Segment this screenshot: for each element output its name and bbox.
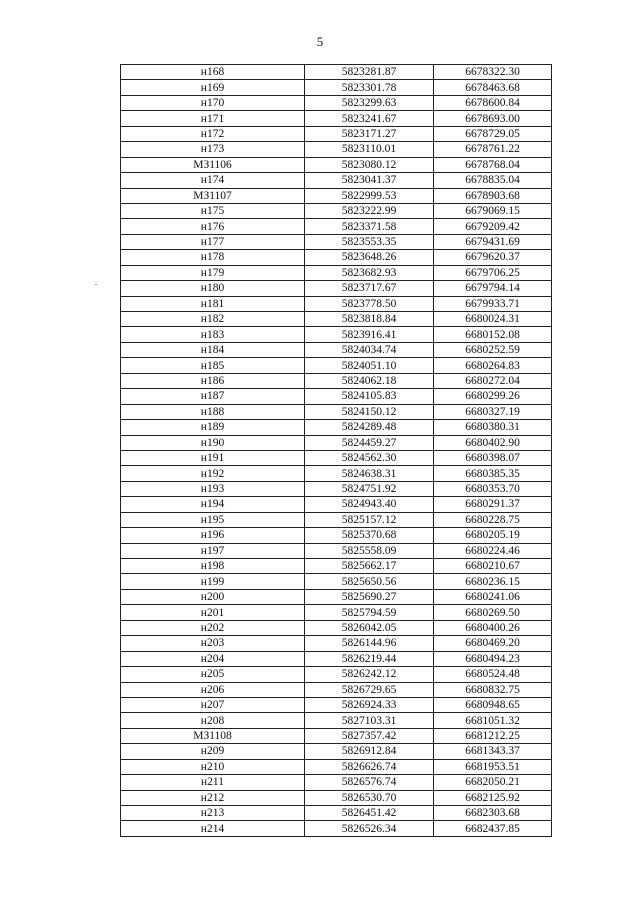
y-coordinate-cell: 6680398.07 [434, 450, 552, 465]
y-coordinate-cell: 6680402.90 [434, 435, 552, 450]
scan-speck [95, 284, 97, 285]
point-id-cell: н181 [121, 296, 305, 311]
point-id-cell: н179 [121, 265, 305, 280]
table-row [121, 126, 552, 141]
x-coordinate-cell: 5823110.01 [305, 142, 434, 157]
point-id-cell: н178 [121, 250, 305, 265]
table-row [121, 312, 552, 327]
y-coordinate-cell: 6681051.32 [434, 713, 552, 728]
table-row [121, 389, 552, 404]
coordinates-table [120, 64, 552, 837]
point-id-cell: н184 [121, 342, 305, 357]
y-coordinate-cell: 6679069.15 [434, 203, 552, 218]
x-coordinate-cell: 5826242.12 [305, 667, 434, 682]
x-coordinate-cell: 5825662.17 [305, 559, 434, 574]
point-id-cell: н193 [121, 481, 305, 496]
table-row [121, 790, 552, 805]
point-id-cell: н168 [121, 65, 305, 80]
table-row [121, 759, 552, 774]
y-coordinate-cell: 6680353.70 [434, 481, 552, 496]
y-coordinate-cell: 6682050.21 [434, 775, 552, 790]
y-coordinate-cell: 6682437.85 [434, 821, 552, 836]
x-coordinate-cell: 5824459.27 [305, 435, 434, 450]
y-coordinate-cell: 6680832.75 [434, 682, 552, 697]
point-id-cell: н214 [121, 821, 305, 836]
y-coordinate-cell: 6680524.48 [434, 667, 552, 682]
x-coordinate-cell: 5823818.84 [305, 312, 434, 327]
table-row [121, 574, 552, 589]
table-row [121, 450, 552, 465]
y-coordinate-cell: 6680385.35 [434, 466, 552, 481]
point-id-cell: н207 [121, 697, 305, 712]
x-coordinate-cell: 5826576.74 [305, 775, 434, 790]
point-id-cell: МЗ1107 [121, 188, 305, 203]
y-coordinate-cell: 6679933.71 [434, 296, 552, 311]
table-row [121, 559, 552, 574]
x-coordinate-cell: 5826144.96 [305, 636, 434, 651]
y-coordinate-cell: 6680299.26 [434, 389, 552, 404]
point-id-cell: н175 [121, 203, 305, 218]
y-coordinate-cell: 6680264.83 [434, 358, 552, 373]
x-coordinate-cell: 5823717.67 [305, 281, 434, 296]
point-id-cell: н188 [121, 404, 305, 419]
table-row [121, 481, 552, 496]
y-coordinate-cell: 6681343.37 [434, 744, 552, 759]
point-id-cell: н172 [121, 126, 305, 141]
x-coordinate-cell: 5823041.37 [305, 173, 434, 188]
table-row [121, 713, 552, 728]
y-coordinate-cell: 6682303.68 [434, 806, 552, 821]
x-coordinate-cell: 5826912.84 [305, 744, 434, 759]
point-id-cell: н201 [121, 605, 305, 620]
table-row [121, 667, 552, 682]
x-coordinate-cell: 5824751.92 [305, 481, 434, 496]
x-coordinate-cell: 5825157.12 [305, 512, 434, 527]
table-row [121, 111, 552, 126]
point-id-cell: н176 [121, 219, 305, 234]
y-coordinate-cell: 6678761.22 [434, 142, 552, 157]
y-coordinate-cell: 6680205.19 [434, 528, 552, 543]
y-coordinate-cell: 6678322.30 [434, 65, 552, 80]
x-coordinate-cell: 5824289.48 [305, 420, 434, 435]
x-coordinate-cell: 5825650.56 [305, 574, 434, 589]
x-coordinate-cell: 5824062.18 [305, 373, 434, 388]
y-coordinate-cell: 6680272.04 [434, 373, 552, 388]
y-coordinate-cell: 6680228.75 [434, 512, 552, 527]
x-coordinate-cell: 5823281.87 [305, 65, 434, 80]
point-id-cell: н202 [121, 620, 305, 635]
y-coordinate-cell: 6678693.00 [434, 111, 552, 126]
x-coordinate-cell: 5823299.63 [305, 95, 434, 110]
x-coordinate-cell: 5824051.10 [305, 358, 434, 373]
x-coordinate-cell: 5824638.31 [305, 466, 434, 481]
y-coordinate-cell: 6679706.25 [434, 265, 552, 280]
x-coordinate-cell: 5823916.41 [305, 327, 434, 342]
x-coordinate-cell: 5827357.42 [305, 728, 434, 743]
x-coordinate-cell: 5823778.50 [305, 296, 434, 311]
x-coordinate-cell: 5824150.12 [305, 404, 434, 419]
x-coordinate-cell: 5826042.05 [305, 620, 434, 635]
x-coordinate-cell: 5823080.12 [305, 157, 434, 172]
point-id-cell: н170 [121, 95, 305, 110]
page-number: 5 [316, 34, 324, 49]
y-coordinate-cell: 6679431.69 [434, 234, 552, 249]
table-row [121, 188, 552, 203]
table-row [121, 806, 552, 821]
x-coordinate-cell: 5826219.44 [305, 651, 434, 666]
x-coordinate-cell: 5826526.34 [305, 821, 434, 836]
point-id-cell: н186 [121, 373, 305, 388]
y-coordinate-cell: 6678835.04 [434, 173, 552, 188]
y-coordinate-cell: 6680152.08 [434, 327, 552, 342]
y-coordinate-cell: 6678903.68 [434, 188, 552, 203]
table-row [121, 250, 552, 265]
table-row [121, 95, 552, 110]
table-row [121, 636, 552, 651]
point-id-cell: н173 [121, 142, 305, 157]
point-id-cell: н187 [121, 389, 305, 404]
y-coordinate-cell: 6680291.37 [434, 497, 552, 512]
x-coordinate-cell: 5825794.59 [305, 605, 434, 620]
x-coordinate-cell: 5823371.58 [305, 219, 434, 234]
point-id-cell: н195 [121, 512, 305, 527]
table-row [121, 358, 552, 373]
point-id-cell: н206 [121, 682, 305, 697]
x-coordinate-cell: 5823301.78 [305, 80, 434, 95]
table-row [121, 682, 552, 697]
point-id-cell: н213 [121, 806, 305, 821]
table-row [121, 728, 552, 743]
x-coordinate-cell: 5824105.83 [305, 389, 434, 404]
table-row [121, 589, 552, 604]
table-row [121, 173, 552, 188]
point-id-cell: н183 [121, 327, 305, 342]
point-id-cell: н182 [121, 312, 305, 327]
point-id-cell: н191 [121, 450, 305, 465]
table-row [121, 219, 552, 234]
y-coordinate-cell: 6679794.14 [434, 281, 552, 296]
x-coordinate-cell: 5823241.67 [305, 111, 434, 126]
x-coordinate-cell: 5826924.33 [305, 697, 434, 712]
point-id-cell: н199 [121, 574, 305, 589]
y-coordinate-cell: 6680494.23 [434, 651, 552, 666]
table-row [121, 620, 552, 635]
point-id-cell: МЗ1108 [121, 728, 305, 743]
table-row [121, 497, 552, 512]
y-coordinate-cell: 6680380.31 [434, 420, 552, 435]
y-coordinate-cell: 6680024.31 [434, 312, 552, 327]
table-row [121, 744, 552, 759]
point-id-cell: МЗ1106 [121, 157, 305, 172]
y-coordinate-cell: 6680224.46 [434, 543, 552, 558]
y-coordinate-cell: 6678463.68 [434, 80, 552, 95]
table-row [121, 80, 552, 95]
x-coordinate-cell: 5826451.42 [305, 806, 434, 821]
y-coordinate-cell: 6680236.15 [434, 574, 552, 589]
x-coordinate-cell: 5823171.27 [305, 126, 434, 141]
table-row [121, 373, 552, 388]
y-coordinate-cell: 6681953.51 [434, 759, 552, 774]
table-row [121, 281, 552, 296]
point-id-cell: н212 [121, 790, 305, 805]
point-id-cell: н189 [121, 420, 305, 435]
y-coordinate-cell: 6682125.92 [434, 790, 552, 805]
point-id-cell: н192 [121, 466, 305, 481]
point-id-cell: н177 [121, 234, 305, 249]
y-coordinate-cell: 6679209.42 [434, 219, 552, 234]
y-coordinate-cell: 6680327.19 [434, 404, 552, 419]
point-id-cell: н205 [121, 667, 305, 682]
table-row [121, 157, 552, 172]
table-row [121, 142, 552, 157]
y-coordinate-cell: 6680948.65 [434, 697, 552, 712]
x-coordinate-cell: 5822999.53 [305, 188, 434, 203]
table-row [121, 543, 552, 558]
table-row [121, 342, 552, 357]
y-coordinate-cell: 6680400.26 [434, 620, 552, 635]
table-row [121, 651, 552, 666]
table-row [121, 512, 552, 527]
y-coordinate-cell: 6681212.25 [434, 728, 552, 743]
table-row [121, 605, 552, 620]
table-row [121, 420, 552, 435]
table-row [121, 203, 552, 218]
point-id-cell: н196 [121, 528, 305, 543]
x-coordinate-cell: 5826729.65 [305, 682, 434, 697]
x-coordinate-cell: 5824562.30 [305, 450, 434, 465]
y-coordinate-cell: 6678600.84 [434, 95, 552, 110]
x-coordinate-cell: 5823553.35 [305, 234, 434, 249]
table-row [121, 327, 552, 342]
y-coordinate-cell: 6680269.50 [434, 605, 552, 620]
x-coordinate-cell: 5823222.99 [305, 203, 434, 218]
y-coordinate-cell: 6678729.05 [434, 126, 552, 141]
table-row [121, 697, 552, 712]
table-row [121, 234, 552, 249]
x-coordinate-cell: 5825558.09 [305, 543, 434, 558]
x-coordinate-cell: 5825690.27 [305, 589, 434, 604]
y-coordinate-cell: 6680469.20 [434, 636, 552, 651]
point-id-cell: н194 [121, 497, 305, 512]
table-row [121, 528, 552, 543]
x-coordinate-cell: 5827103.31 [305, 713, 434, 728]
point-id-cell: н171 [121, 111, 305, 126]
point-id-cell: н211 [121, 775, 305, 790]
y-coordinate-cell: 6678768.04 [434, 157, 552, 172]
table-row [121, 404, 552, 419]
y-coordinate-cell: 6680252.59 [434, 342, 552, 357]
y-coordinate-cell: 6680241.06 [434, 589, 552, 604]
point-id-cell: н209 [121, 744, 305, 759]
table-row [121, 775, 552, 790]
x-coordinate-cell: 5823682.93 [305, 265, 434, 280]
coordinates-table-body [121, 65, 552, 837]
point-id-cell: н180 [121, 281, 305, 296]
point-id-cell: н208 [121, 713, 305, 728]
point-id-cell: н200 [121, 589, 305, 604]
point-id-cell: н174 [121, 173, 305, 188]
point-id-cell: н204 [121, 651, 305, 666]
point-id-cell: н203 [121, 636, 305, 651]
table-row [121, 435, 552, 450]
point-id-cell: н169 [121, 80, 305, 95]
y-coordinate-cell: 6679620.37 [434, 250, 552, 265]
point-id-cell: н185 [121, 358, 305, 373]
x-coordinate-cell: 5824943.40 [305, 497, 434, 512]
table-row [121, 65, 552, 80]
x-coordinate-cell: 5825370.68 [305, 528, 434, 543]
x-coordinate-cell: 5824034.74 [305, 342, 434, 357]
point-id-cell: н210 [121, 759, 305, 774]
point-id-cell: н198 [121, 559, 305, 574]
table-row [121, 821, 552, 836]
point-id-cell: н190 [121, 435, 305, 450]
x-coordinate-cell: 5826530.70 [305, 790, 434, 805]
point-id-cell: н197 [121, 543, 305, 558]
table-row [121, 466, 552, 481]
y-coordinate-cell: 6680210.67 [434, 559, 552, 574]
x-coordinate-cell: 5826626.74 [305, 759, 434, 774]
x-coordinate-cell: 5823648.26 [305, 250, 434, 265]
table-row [121, 296, 552, 311]
table-row [121, 265, 552, 280]
